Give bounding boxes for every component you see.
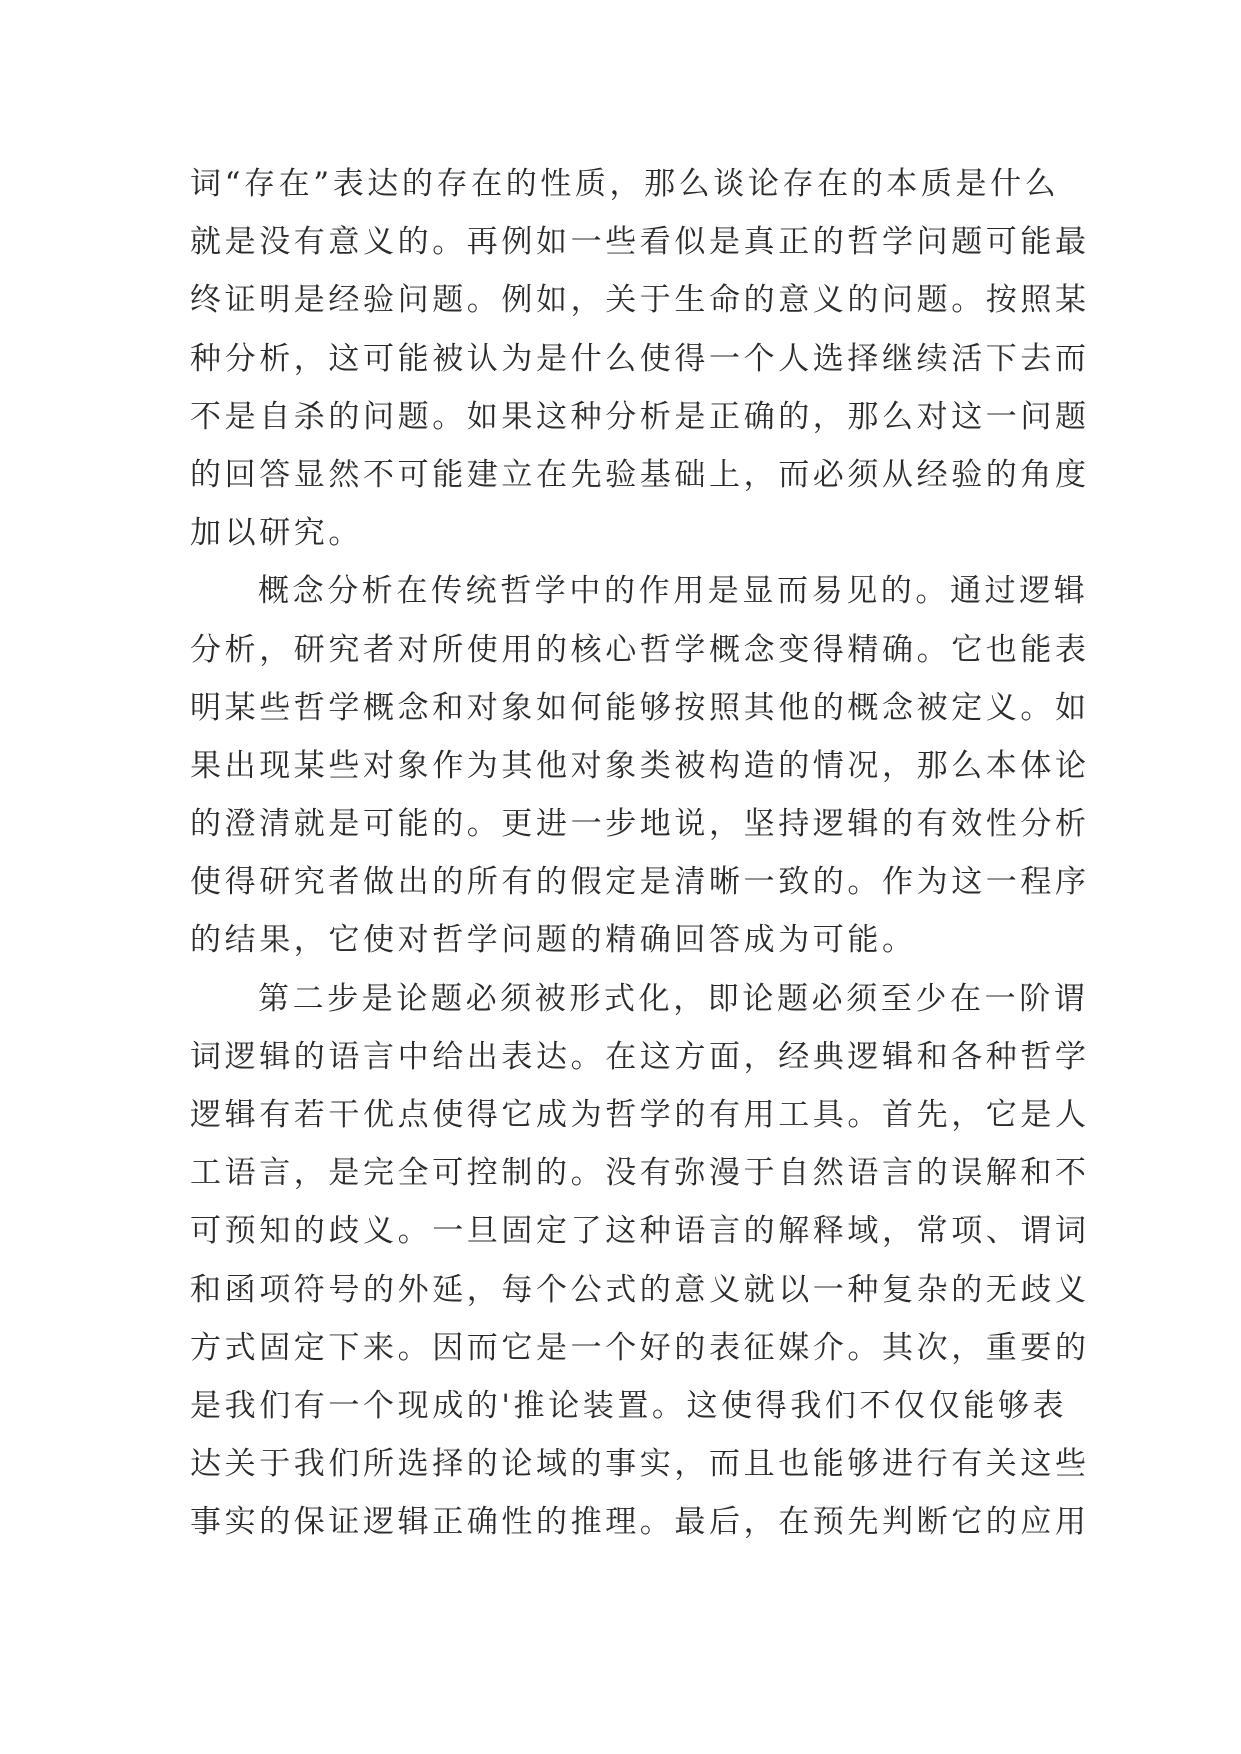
text-line: 分析，研究者对所使用的核心哲学概念变得精确。它也能表 (190, 631, 1090, 668)
text-line: 加以研究。 (190, 515, 363, 552)
body-text (190, 155, 1090, 1552)
text-line: 不是自杀的问题。如果这种分析是正确的，那么对这一问题 (190, 398, 1090, 435)
text-line: 逻辑有若干优点使得它成为哲学的有用工具。首先，它是人 (190, 1097, 1090, 1133)
text-line: 明某些哲学概念和对象如何能够按照其他的概念被定义。如 (190, 689, 1090, 726)
text-line: 方式固定下来。因而它是一个好的表征媒介。其次，重要的 (190, 1329, 1090, 1366)
text-line: 的回答显然不可能建立在先验基础上，而必须从经验的角度 (190, 456, 1090, 493)
text-line: 和函项符号的外延，每个公式的意义就以一种复杂的无歧义 (190, 1271, 1090, 1308)
text-line: 工语言，是完全可控制的。没有弥漫于自然语言的误解和不 (190, 1155, 1090, 1192)
paragraph-start-line: 第二步是论题必须被形式化，即论题必须至少在一阶谓 (258, 980, 1089, 1017)
text-line: 就是没有意义的。再例如一些看似是真正的哲学问题可能最 (190, 224, 1090, 261)
text-line: 终证明是经验问题。例如，关于生命的意义的问题。按照某 (190, 282, 1090, 319)
paragraph-start-line: 概念分析在传统哲学中的作用是显而易见的。通过逻辑 (258, 573, 1089, 610)
text-line: 的结果，它使对哲学问题的精确回答成为可能。 (190, 922, 917, 959)
text-line: 种分析，这可能被认为是什么使得一个人选择继续活下去而 (190, 340, 1090, 377)
text-line: 达关于我们所选择的论域的事实，而且也能够进行有关这些 (190, 1446, 1090, 1483)
text-line: 词“存在”表达的存在的性质，那么谈论存在的本质是什么 (190, 166, 1060, 202)
text-line: 可预知的歧义。一旦固定了这种语言的解释域，常项、谓词 (190, 1213, 1090, 1250)
text-line: 词逻辑的语言中给出表达。在这方面，经典逻辑和各种哲学 (190, 1038, 1090, 1075)
text-line: 的澄清就是可能的。更进一步地说，坚持逻辑的有效性分析 (190, 806, 1090, 843)
text-line: 事实的保证逻辑正确性的推理。最后，在预先判断它的应用 (190, 1504, 1090, 1541)
text-line: 果出现某些对象作为其他对象类被构造的情况，那么本体论 (190, 747, 1090, 784)
text-line: 是我们有一个现成的'推论装置。这使得我们不仅仅能够表 (190, 1387, 1068, 1424)
text-line: 使得研究者做出的所有的假定是清晰一致的。作为这一程序 (190, 864, 1090, 901)
